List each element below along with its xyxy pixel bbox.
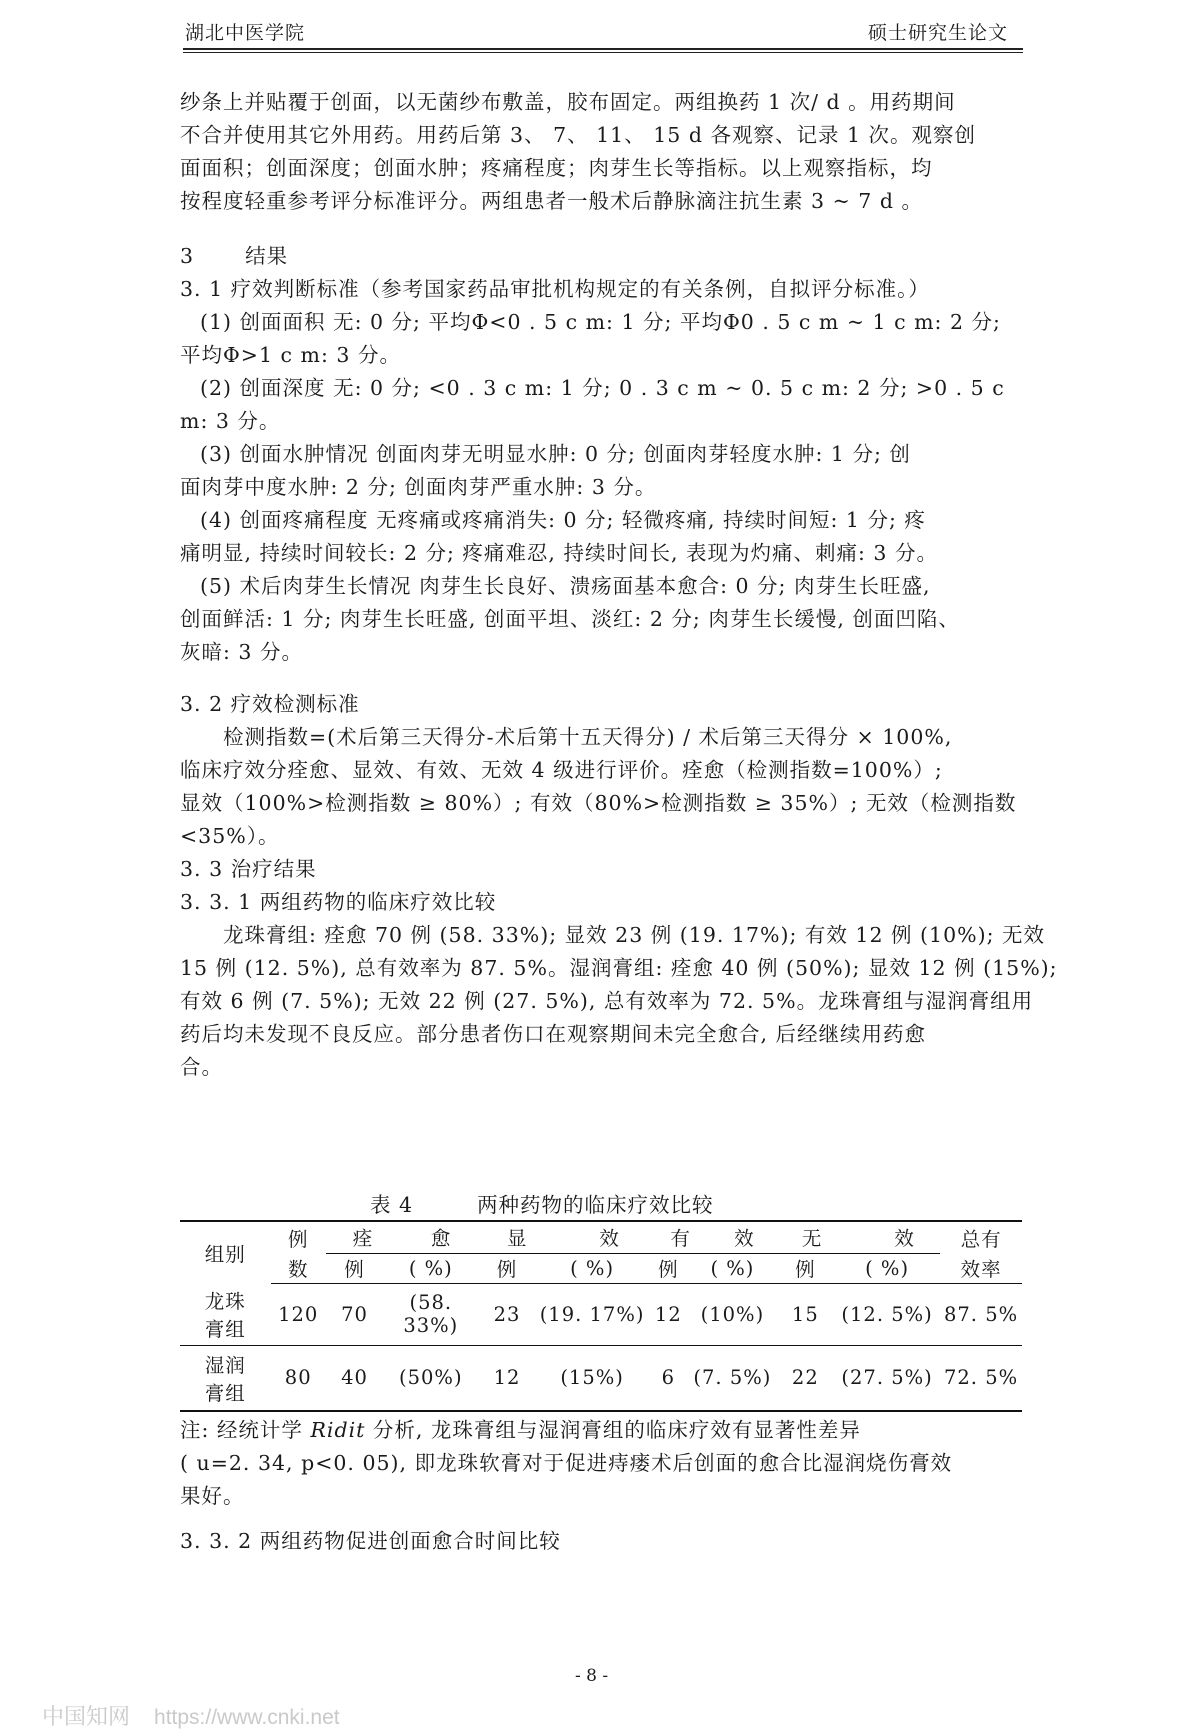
- text-line: 15 例 (12. 5%), 总有效率为 87. 5%。湿润膏组: 痊愈 40 例 (50%); 显效 12 例 (15%);: [180, 956, 1058, 980]
- header-ineffective-label: 无 效: [801, 1227, 915, 1251]
- text-line: 检测指数=(术后第三天得分-术后第十五天得分) / 术后第三天得分 × 100%,: [223, 725, 953, 749]
- watermark: [42, 1700, 340, 1731]
- cell: (12. 5%): [834, 1283, 940, 1345]
- row-name-line: 膏组: [204, 1317, 246, 1341]
- subheader: ( %): [536, 1253, 649, 1283]
- header-institution: 湖北中医学院: [185, 22, 306, 44]
- table-row: [180, 1283, 1022, 1345]
- subheader: ( %): [834, 1253, 940, 1283]
- text-line: <35%）。: [180, 824, 280, 848]
- table-number: 表 4: [370, 1193, 414, 1217]
- header-marked-label: 显 效: [506, 1227, 620, 1251]
- subheader: 例: [478, 1253, 535, 1283]
- cell: (58. 33%): [383, 1283, 478, 1345]
- row-group-name: [180, 1283, 271, 1345]
- table-note: [180, 1414, 1025, 1513]
- header-total: 总有: [940, 1221, 1022, 1253]
- cell: 12: [478, 1345, 535, 1411]
- criterion-5-cont: 灰暗: 3 分。: [180, 640, 303, 664]
- subsection-title: 3. 2 疗效检测标准: [180, 692, 360, 716]
- row-name-line: 龙珠: [204, 1289, 246, 1313]
- cell: 87. 5%: [940, 1283, 1022, 1345]
- text-line: 按程度轻重参考评分标准评分。两组患者一般术后静脉滴注抗生素 3 ~ 7 d 。: [180, 189, 923, 213]
- criterion-3-cont: 面肉芽中度水肿: 2 分; 创面肉芽严重水肿: 3 分。: [180, 475, 657, 499]
- cell: (15%): [536, 1345, 649, 1411]
- text-line: 龙珠膏组: 痊愈 70 例 (58. 33%); 显效 23 例 (19. 17%); 有效 12 例 (10%); 无效: [223, 923, 1046, 947]
- cell: 40: [326, 1345, 383, 1411]
- subsection-title: 3. 3 治疗结果: [180, 857, 317, 881]
- note-text: 注: 经统计学: [180, 1418, 311, 1442]
- cell: 15: [777, 1283, 834, 1345]
- criterion-2-cont: m: 3 分。: [180, 409, 281, 433]
- criterion-5: (5) 术后肉芽生长情况 肉芽生长良好、溃疡面基本愈合: 0 分; 肉芽生长旺盛,: [200, 574, 931, 598]
- note-line: ( u=2. 34, p<0. 05), 即龙珠软膏对于促进痔瘘术后创面的愈合比湿润烧伤膏效: [180, 1451, 953, 1475]
- criterion-2: (2) 创面深度 无: 0 分; <0 . 3 c m: 1 分; 0 . 3 c m ~ 0. 5 c m: 2 分; >0 . 5 c: [200, 376, 1005, 400]
- text-line: 纱条上并贴覆于创面，以无菌纱布敷盖，胶布固定。两组换药 1 次/ d 。用药期间: [180, 90, 956, 114]
- cell: 12: [648, 1283, 688, 1345]
- note-line: 果好。: [180, 1484, 245, 1508]
- paragraph-methods-tail: [180, 86, 1025, 218]
- subheader: 例: [648, 1253, 688, 1283]
- section-number: 3: [180, 244, 195, 268]
- criterion-4: (4) 创面疼痛程度 无疼痛或疼痛消失: 0 分; 轻微疼痛, 持续时间短: 1 分; 疼: [200, 508, 926, 532]
- text-line: 显效（100%>检测指数 ≥ 80%）; 有效（80%>检测指数 ≥ 35%）; 无效（检测指数: [180, 791, 1017, 815]
- criterion-5-cont: 创面鲜活: 1 分; 肉芽生长旺盛, 创面平坦、淡红: 2 分; 肉芽生长缓慢, 创面凹陷、: [180, 607, 960, 631]
- subheader: 例: [777, 1253, 834, 1283]
- subheader: ( %): [383, 1253, 478, 1283]
- note-line: [180, 1414, 1025, 1447]
- subheader: 例: [326, 1253, 383, 1283]
- page-number: - 8 -: [575, 1666, 609, 1686]
- subsection-3-3-2-title: 3. 3. 2 两组药物促进创面愈合时间比较: [180, 1529, 561, 1553]
- row-group-name: [180, 1345, 271, 1411]
- cell: 22: [777, 1345, 834, 1411]
- section-title: 结果: [245, 244, 289, 268]
- criterion-3: (3) 创面水肿情况 创面肉芽无明显水肿: 0 分; 创面肉芽轻度水肿: 1 分; 创: [200, 442, 911, 466]
- text-line: 不合并使用其它外用药。用药后第 3、 7、 11、 15 d 各观察、记录 1 次。观察创: [180, 123, 977, 147]
- text-line: 药后均未发现不良反应。部分患者伤口在观察期间未完全愈合, 后经继续用药愈: [180, 1022, 927, 1046]
- subsection-title: 3. 3. 1 两组药物的临床疗效比较: [180, 890, 497, 914]
- header-group: 组别: [180, 1221, 271, 1283]
- table-caption: [370, 1188, 714, 1218]
- header-total: 效率: [940, 1253, 1022, 1283]
- cell: 70: [326, 1283, 383, 1345]
- note-text: 分析, 龙珠膏组与湿润膏组的临床疗效有显著性差异: [365, 1418, 861, 1442]
- header-rule-thin: [183, 52, 1023, 53]
- cell: (7. 5%): [688, 1345, 776, 1411]
- note-method: Ridit: [310, 1418, 366, 1442]
- header-thesis-type: 硕士研究生论文: [868, 22, 1009, 44]
- criterion-4-cont: 痛明显, 持续时间较长: 2 分; 疼痛难忍, 持续时间长, 表现为灼痛、刺痛: 3 分。: [180, 541, 938, 565]
- subheader: ( %): [688, 1253, 776, 1283]
- cell: 80: [271, 1345, 326, 1411]
- cell: 23: [478, 1283, 535, 1345]
- text-line: 有效 6 例 (7. 5%); 无效 22 例 (27. 5%), 总有效率为 72. 5%。龙珠膏组与湿润膏组用: [180, 989, 1034, 1013]
- criterion-1-cont: 平均Φ>1 c m: 3 分。: [180, 343, 401, 367]
- cell: (19. 17%): [536, 1283, 649, 1345]
- header-cases: 数: [271, 1253, 326, 1283]
- table-title: 两种药物的临床疗效比较: [477, 1193, 714, 1217]
- cell: 120: [271, 1283, 326, 1345]
- header-effective: [648, 1221, 776, 1253]
- header-ineffective: [777, 1221, 941, 1253]
- efficacy-table: [180, 1220, 1022, 1412]
- header-cured: [326, 1221, 478, 1253]
- cell: 6: [648, 1345, 688, 1411]
- section-3-2: [180, 688, 1058, 1084]
- section-3-heading: [180, 240, 1025, 273]
- header-effective-label: 有 效: [670, 1227, 755, 1251]
- text-line: 临床疗效分痊愈、显效、有效、无效 4 级进行评价。痊愈（检测指数=100%）;: [180, 758, 943, 782]
- row-name-line: 湿润: [204, 1353, 246, 1377]
- text-line: 合。: [180, 1055, 223, 1079]
- cell: (10%): [688, 1283, 776, 1345]
- cell: (27. 5%): [834, 1345, 940, 1411]
- table-row: [180, 1345, 1022, 1411]
- header-marked: [478, 1221, 648, 1253]
- header-cured-label: 痊 愈: [352, 1227, 452, 1251]
- text-line: 面面积；创面深度；创面水肿；疼痛程度；肉芽生长等指标。以上观察指标，均: [180, 156, 933, 180]
- cell: 72. 5%: [940, 1345, 1022, 1411]
- section-3-1: [180, 273, 1025, 669]
- header-rule: [183, 48, 1023, 50]
- watermark-brand: 中国知网: [42, 1704, 131, 1729]
- subsection-title: 3. 1 疗效判断标准（参考国家药品审批机构规定的有关条例，自拟评分标准。）: [180, 277, 930, 301]
- watermark-url: https://www.cnki.net: [154, 1706, 340, 1729]
- cell: (50%): [383, 1345, 478, 1411]
- header-cases: 例: [271, 1221, 326, 1253]
- row-name-line: 膏组: [204, 1381, 246, 1405]
- criterion-1: (1) 创面面积 无: 0 分; 平均Φ<0 . 5 c m: 1 分; 平均Φ0 . 5 c m ~ 1 c m: 2 分;: [200, 310, 1001, 334]
